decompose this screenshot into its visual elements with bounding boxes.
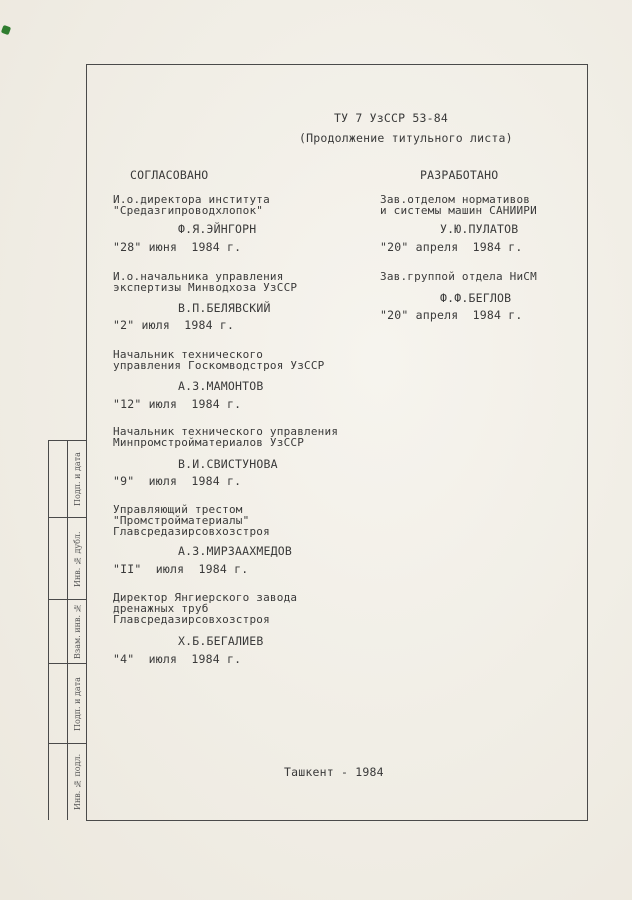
agreed-position: "Промстройматериалы" — [113, 514, 250, 527]
agreed-position: управления Госкомводстроя УзССР — [113, 359, 325, 372]
agreed-name: В.И.СВИСТУНОВА — [178, 457, 278, 471]
stamp-block — [48, 440, 87, 820]
agreed-date: "9" июля 1984 г. — [113, 474, 242, 488]
agreed-name: Х.Б.БЕГАЛИЕВ — [178, 634, 264, 648]
agreed-name: А.З.МАМОНТОВ — [178, 379, 264, 393]
agreed-position: Начальник технического — [113, 348, 264, 361]
agreed-position: экспертизы Минводхоза УзССР — [113, 281, 298, 294]
agreed-position: Главсредазирсовхозстроя — [113, 613, 270, 626]
stamp-label-sign-date-1: Подп. и дата — [73, 452, 82, 506]
developed-position: Зав.отделом нормативов — [380, 193, 531, 206]
agreed-position: Управляющий трестом — [113, 503, 243, 516]
agreed-position: И.о.начальника управления — [113, 270, 284, 283]
developed-heading: РАЗРАБОТАНО — [420, 168, 499, 182]
place-year: Ташкент - 1984 — [284, 765, 384, 779]
developed-name: У.Ю.ПУЛАТОВ — [440, 222, 519, 236]
agreed-date: "12" июля 1984 г. — [113, 397, 242, 411]
stamp-divider — [49, 743, 87, 744]
agreed-position: Минпромстройматериалов УзССР — [113, 436, 305, 449]
agreed-position: "Средазгипроводхлопок" — [113, 204, 264, 217]
agreed-position: Директор Янгиерского завода — [113, 591, 298, 604]
agreed-name: В.П.БЕЛЯВСКИЙ — [178, 301, 271, 315]
agreed-position: Начальник технического управления — [113, 425, 339, 438]
developed-date: "20" апреля 1984 г. — [380, 308, 523, 322]
agreed-name: А.З.МИРЗААХМЕДОВ — [178, 544, 292, 558]
developed-name: Ф.Ф.БЕГЛОВ — [440, 291, 512, 305]
developed-position: Зав.группой отдела НиСМ — [380, 270, 537, 283]
stamp-label-replace-inv: Взам. инв. № — [73, 603, 82, 659]
document-code: ТУ 7 УзССР 53-84 — [334, 111, 448, 125]
agreed-name: Ф.Я.ЭЙНГОРН — [178, 222, 257, 236]
corner-mark — [1, 25, 11, 35]
agreed-date: "28" июня 1984 г. — [113, 240, 242, 254]
agreed-position: дренажных труб — [113, 602, 209, 615]
agreed-date: "II" июля 1984 г. — [113, 562, 249, 576]
stamp-divider — [49, 517, 87, 518]
agreed-position: Главсредазирсовхозстроя — [113, 525, 270, 538]
stamp-divider — [49, 663, 87, 664]
stamp-label-orig-inv: Инв. № подл. — [73, 753, 82, 811]
developed-position: и системы машин САНИИРИ — [380, 204, 537, 217]
stamp-divider — [49, 599, 87, 600]
developed-date: "20" апреля 1984 г. — [380, 240, 523, 254]
document-subtitle: (Продолжение титульного листа) — [299, 131, 513, 145]
agreed-date: "2" июля 1984 г. — [113, 318, 235, 332]
agreed-heading: СОГЛАСОВАНО — [130, 168, 209, 182]
agreed-date: "4" июля 1984 г. — [113, 652, 242, 666]
agreed-position: И.о.директора института — [113, 193, 270, 206]
stamp-label-sign-date-2: Подп. и дата — [73, 677, 82, 731]
stamp-label-dup-inv: Инв. № дубл. — [73, 531, 82, 587]
